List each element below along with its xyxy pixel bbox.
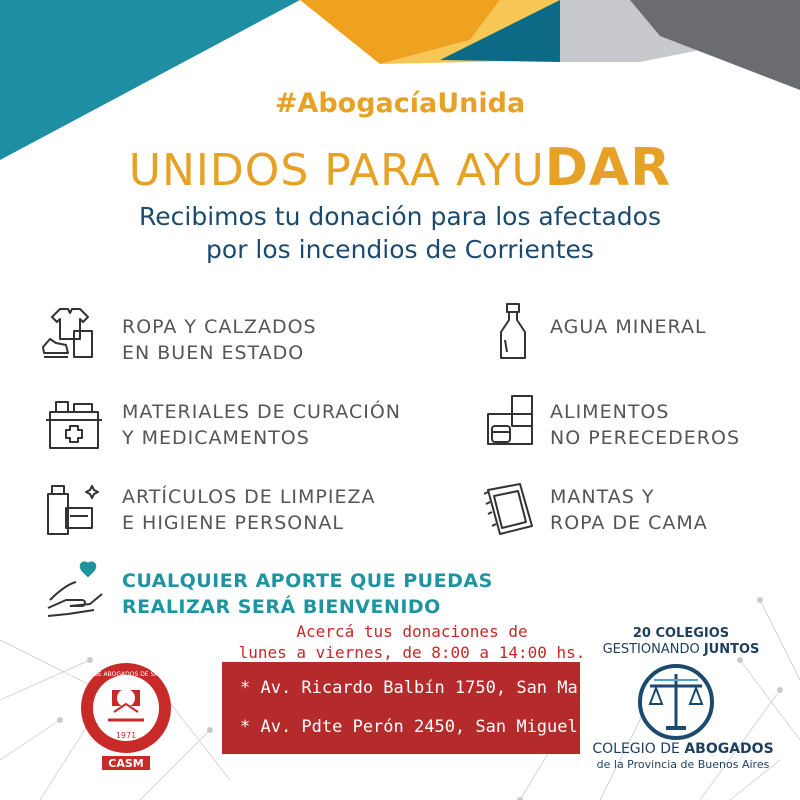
colegios-tagline-normal: GESTIONANDO <box>602 642 704 657</box>
subtitle-line1: Recibimos tu donación para los afectados <box>139 202 661 231</box>
notice-line1: Acercá tus donaciones de <box>296 622 528 641</box>
address-san-miguel: * Av. Pdte Perón 2450, San Miguel <box>240 717 578 737</box>
cab-name <box>583 741 783 757</box>
item-food-line1: ALIMENTOS <box>550 401 670 423</box>
headline-part2: DAR <box>544 138 672 198</box>
subtitle-line2: por los incendios de Corrientes <box>206 235 594 264</box>
item-blankets-line1: MANTAS Y <box>550 486 655 508</box>
subtitle <box>0 200 800 266</box>
blanket-icon <box>480 480 540 540</box>
item-blankets-line2: ROPA DE CAMA <box>550 512 708 534</box>
item-clothes-line1: ROPA Y CALZADOS <box>122 316 317 338</box>
clothes-icon <box>40 305 100 365</box>
casm-logo <box>64 660 188 772</box>
item-cleaning-line1: ARTÍCULOS DE LIMPIEZA <box>122 486 376 508</box>
contribution-line2: REALIZAR SERÁ BIENVENIDO <box>122 596 441 618</box>
item-cleaning <box>122 484 376 536</box>
headline <box>0 138 800 198</box>
notice-line2: lunes a viernes, de 8:00 a 14:00 hs. <box>238 643 586 662</box>
cab-name-bold: ABOGADOS <box>684 741 774 757</box>
first-aid-kit-icon <box>44 394 104 454</box>
cab-name-normal: COLEGIO DE <box>592 741 685 757</box>
colegios-tagline-bold: JUNTOS <box>703 642 760 657</box>
contribution-text <box>122 568 493 620</box>
colegios-tagline <box>586 642 776 657</box>
item-water <box>550 314 707 340</box>
item-food <box>550 399 740 451</box>
item-medical-line2: Y MEDICAMENTOS <box>122 427 310 449</box>
colegios-count: 20 COLEGIOS <box>632 626 730 641</box>
scales-of-justice-icon <box>636 662 716 742</box>
hand-heart-icon <box>46 560 106 620</box>
cleaning-products-icon <box>42 480 102 540</box>
item-medical-line1: MATERIALES DE CURACIÓN <box>122 401 402 423</box>
hashtag: #AbogacíaUnida <box>274 88 526 119</box>
delivery-notice <box>212 621 612 663</box>
item-medical <box>122 399 401 451</box>
address-box <box>222 662 580 754</box>
casm-year: 1971 <box>115 731 137 740</box>
casm-ring-text: COLEGIO DE ABOGADOS DE SAN MARTÍN <box>64 671 188 678</box>
contribution-line1: CUALQUIER APORTE QUE PUEDAS <box>122 570 493 592</box>
item-water-line1: AGUA MINERAL <box>550 316 707 338</box>
cab-subtitle: de la Provincia de Buenos Aires <box>596 758 770 771</box>
item-blankets <box>550 484 708 536</box>
item-cleaning-line2: E HIGIENE PERSONAL <box>122 512 344 534</box>
address-san-martin: * Av. Ricardo Balbín 1750, San Martín <box>240 678 619 698</box>
bottle-icon <box>485 302 545 362</box>
item-clothes-line2: EN BUEN ESTADO <box>122 342 305 364</box>
item-food-line2: NO PERECEDEROS <box>550 427 741 449</box>
canned-food-icon <box>482 392 542 452</box>
item-clothes <box>122 314 317 366</box>
casm-abbr: CASM <box>108 757 144 770</box>
headline-part1: UNIDOS PARA AYU <box>128 145 545 196</box>
